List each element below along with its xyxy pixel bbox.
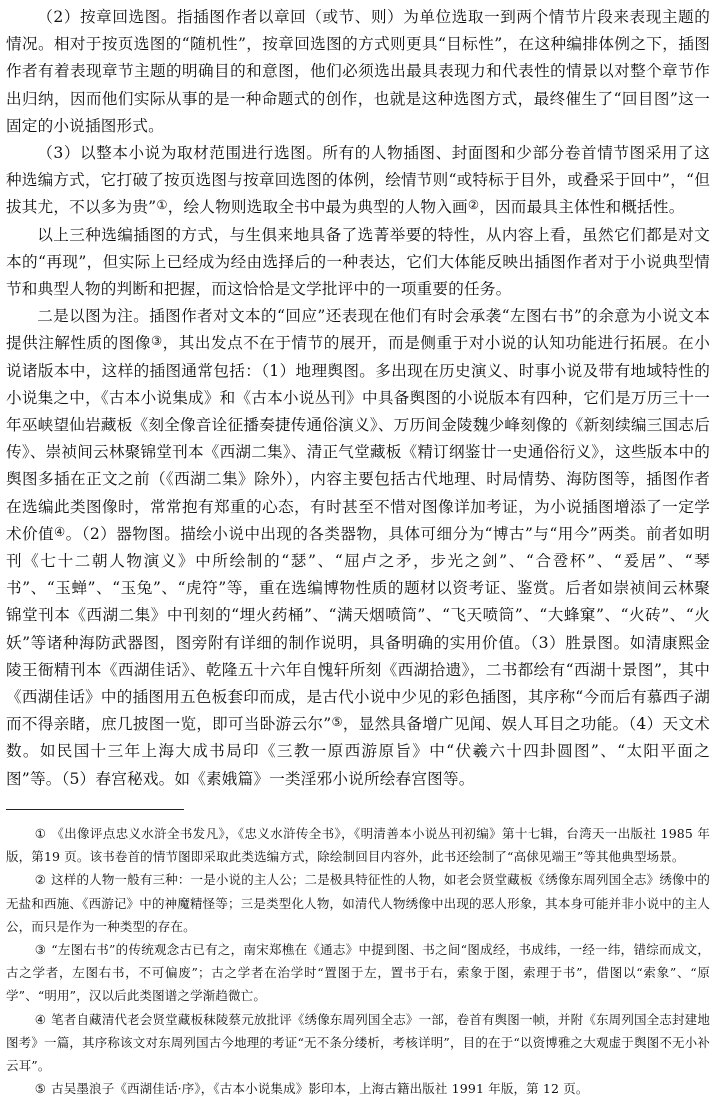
text-run: 二是以图为注。插图作者对文本的“回应”还表现在他们有时会承袭“左图右书”的余意为小说文本提供注解性质的图像 (6, 307, 710, 353)
footnote-ref-2[interactable]: ② (467, 197, 480, 213)
footnote-ref-5[interactable]: ⑤ (331, 714, 343, 730)
paragraph-summary: 以上三种选编插图的方式，与生俱来地具备了选菁举要的特性，从内容上看，虽然它们都是对文本的“再现”，但实际上已经成为经由选择后的一种表达，它们大体能反映出插图作者对于小说典型情节和典型人物的判断和把握，而这恰恰是文学批评中的一项重要的任务。 (6, 225, 710, 299)
footnote-1 (6, 822, 710, 868)
footnote-4 (6, 1008, 710, 1078)
footnote-3 (6, 938, 710, 1008)
footnote-number: ⑤ (34, 1081, 47, 1097)
footnote-ref-4[interactable]: ④ (54, 523, 66, 539)
paragraph-images-as-notes (6, 303, 710, 793)
footnote-text: “左图右书”的传统观念古已有之，南宋郑樵在《通志》中提到图、书之间“图成经，书成纬，一经一纬，错综而成文，古之学者，左图右书，不可偏废”；古之学者在治学时“置图于左，置书于右，索象于图，索理于书”，借图以“索象”、“原学”、“明用”，汉以后此类图谱之学渐趋微亡。 (6, 941, 710, 1004)
footnote-5 (6, 1077, 710, 1100)
footnote-ref-3[interactable]: ③ (150, 333, 163, 349)
footnote-number: ② (34, 872, 47, 888)
text-run: ，其出发点不在于情节的展开，而是侧重于对小说的认知功能进行拓展。在小说诸版本中，这样的插图通常包括：（1）地理舆图。多出现在历史演义、时事小说及带有地域特性的小说集之中，《古本小说集成》和《古本小说丛刊》中具备舆图的小说版本有四种，它们是万历三十一年巫峡望仙岩藏板《刻全像音诠征播奏捷传通俗演义》、万历间金陵魏少峰刻像的《新刻续编三国志后传》、崇祯间云林聚锦堂刊本《西湖二集》、清正气堂藏板《精订纲鉴廿一史通俗衍义》，这些版本中的舆图多插在正文之前（《西湖二集》除外），内容主要包括古代地理、时局情势、海防图等，插图作者在选编此类图像时，常常抱有郑重的心态，有时甚至不惜对图像详加考证，为小说插图增添了一定学术价值 (6, 334, 710, 543)
footnotes (6, 822, 710, 1100)
text-run: ，因而最具主体性和概括性。 (479, 198, 685, 217)
footnote-text: 《出像评点忠义水浒全书发凡》，《忠义水浒传全书》，《明清善本小说丛刊初编》第十七辑，台湾天一出版社 1985 年版，第19 页。该书卷首的情节图即采取此类选编方式，除绘制回目内容外，此书还绘制了“高俅见端王”等其他典型场景。 (6, 825, 710, 865)
footnote-divider (6, 809, 184, 810)
main-text (6, 4, 710, 793)
footnote-text: 古吴墨浪子《西湖佳话·序》，《古本小说集成》影印本，上海古籍出版社 1991 年版，第 12 页。 (51, 1081, 589, 1097)
footnote-text: 笔者自藏清代老会贤堂藏板秣陵蔡元放批评《绣像东周列国全志》一部，卷首有舆图一帧，并附《东周列国全志封建地图考》一篇，其序称该文对东周列国古今地理的考证“无不条分缕析，考核详明”，目的在于“以资博雅之大观虚于舆图不无小补云耳”。 (6, 1011, 711, 1073)
text-run: ，绘人物则选取全书中最为典型的人物入画 (167, 198, 468, 217)
text-run: ，显然具备增广见闻、娱人耳目之功能。（4）天文术数。如民国十三年上海大成书局印《三教一原西游原旨》中“伏羲六十四卦圆图”、“太阳平面之图”等。（5）春宫秘戏。如《素娥篇》一类淫邪小说所绘春宫图等。 (6, 715, 710, 788)
footnote-number: ① (34, 825, 47, 841)
footnote-text: 这样的人物一般有三种：一是小说的主人公；二是极具特征性的人物，如老会贤堂藏板《绣像东周列国全志》绣像中的无盐和西施、《西游记》中的神魔精怪等；三是类型化人物，如清代人物绣像中出现的恶人形象，其本身可能并非小说中的主人公，而只是作为一种类型的存在。 (6, 872, 711, 934)
footnote-number: ③ (34, 941, 47, 957)
paragraph-chapter-selection: （2）按章回选图。指插图作者以章回（或节、则）为单位选取一到两个情节片段来表现主题的情况。相对于按页选图的“随机性”，按章回选图的方式则更具“目标性”，在这种编排体例之下，插图作者有着表现章节主题的明确目的和意图，他们必须选出最具表现力和代表性的情景以对整个章节作出归纳，因而他们实际从事的是一种命题式的创作，也就是这种选图方式，最终催生了“回目图”这一固定的小说插图形式。 (6, 8, 710, 135)
text-run: 。（2）器物图。描绘小说中出现的各类器物，具体可细分为“博古”与“用今”两类。前者如明刊《七十二朝人物演义》中所绘制的“瑟”、“屈卢之矛，步光之剑”、“合卺杯”、“爰居”、“琴书”、“玉蝉”、“玉兔”、“虎符”等，重在选编博物性质的题材以资考证、鉴赏。后者如崇祯间云林聚锦堂刊本《西湖二集》中刊刻的“埋火药桶”、“满天烟喷筒”、“飞天喷筒”、“大蜂窠”、“火砖”、“火妖”等诸种海防武器图，图旁附有详细的制作说明，具备明确的实用价值。（3）胜景图。如清康熙金陵王衙精刊本《西湖佳话》、乾隆五十六年自愧轩所刻《西湖拾遗》，二书都绘有“西湖十景图”，其中《西湖佳话》中的插图用五色板套印而成，是古代小说中少见的彩色插图，其序称“今而后有慕西子湖而不得亲睹，庶几披图一览，即可当卧游云尔” (6, 524, 710, 734)
footnote-ref-1[interactable]: ① (156, 197, 168, 213)
footnote-2 (6, 868, 710, 938)
footnote-number: ④ (34, 1011, 47, 1027)
paragraph-whole-novel-selection (6, 140, 710, 222)
text-run: （3）以整本小说为取材范围进行选图。所有的人物插图、封面图和少部分卷首情节图采用了这种选编方式，它打破了按页选图与按章回选图的体例，绘情节则“或特标于目外，或叠采于回中”，“但拔其尤，不以多为贵” (6, 144, 710, 217)
